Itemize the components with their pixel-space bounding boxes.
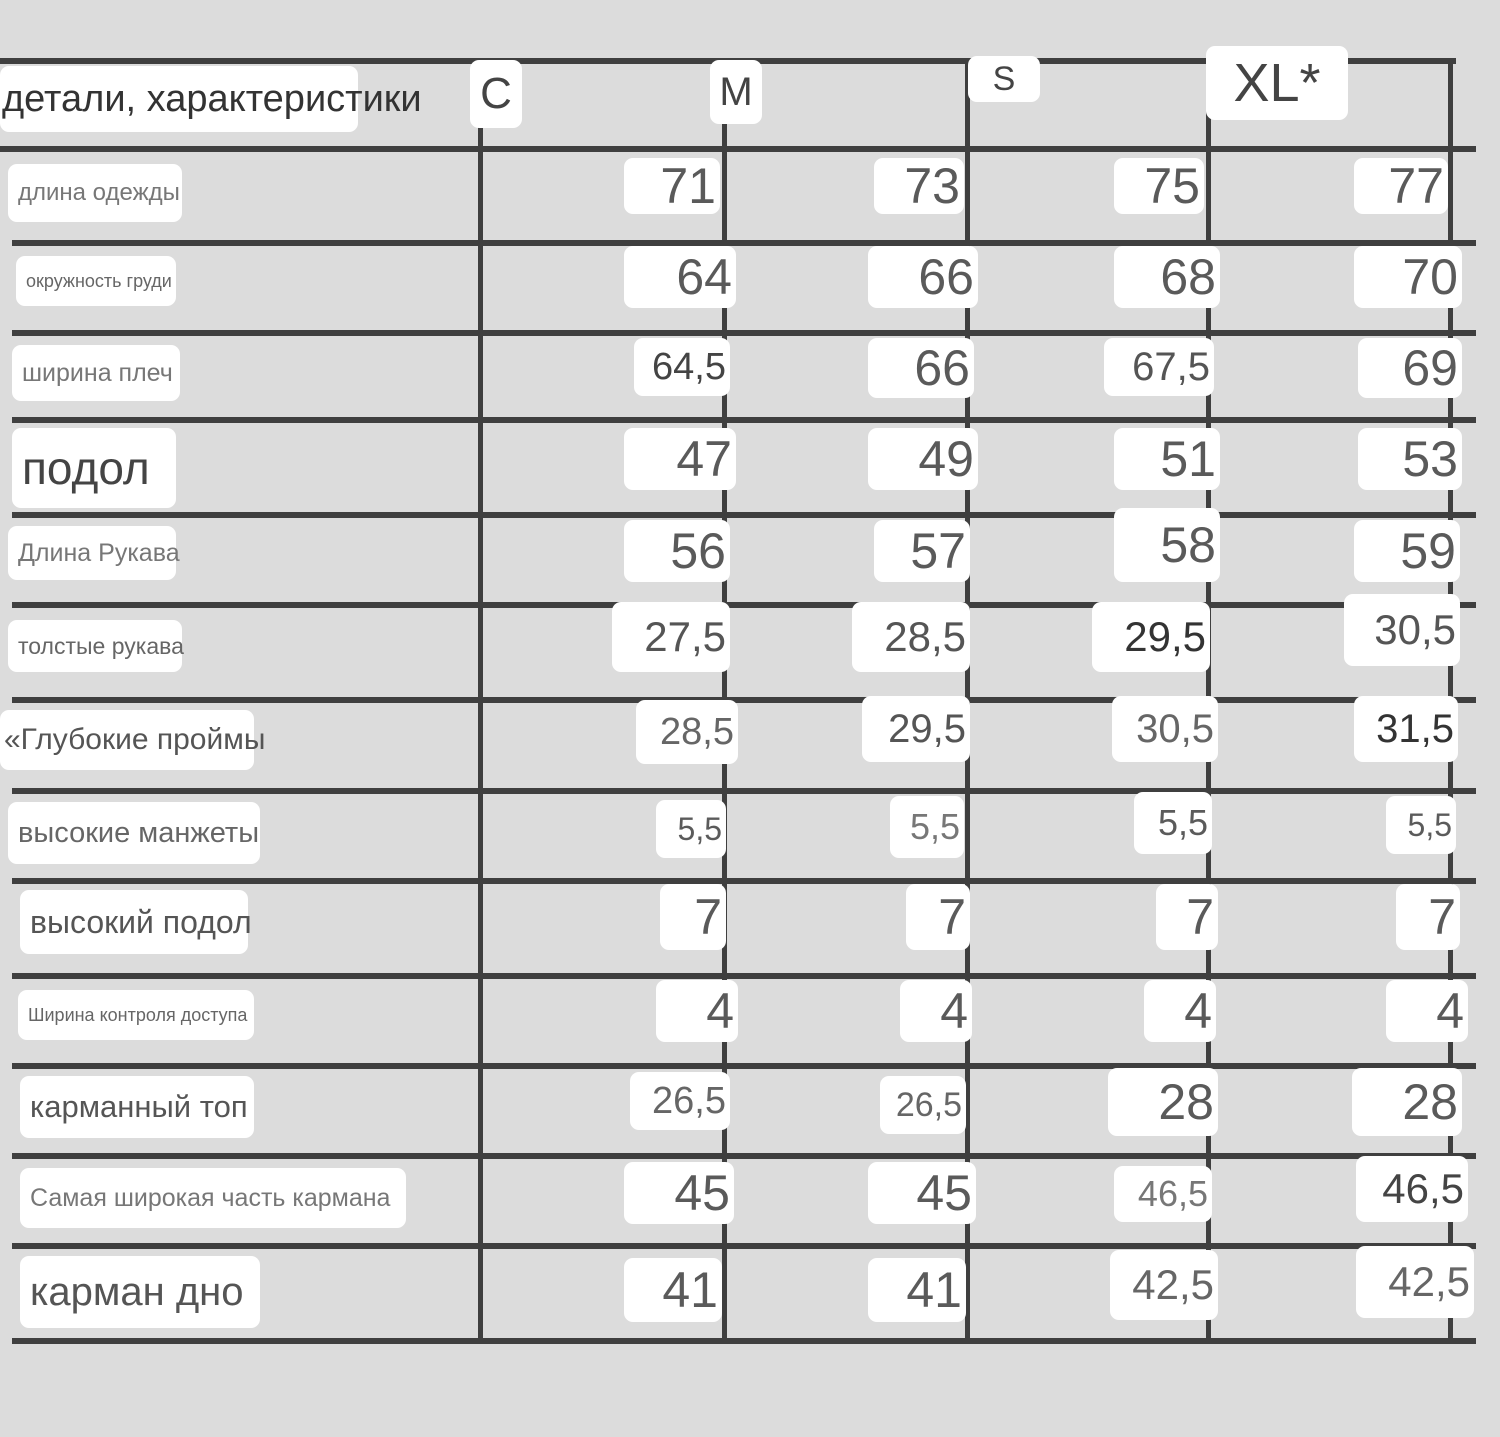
table-cell: 67,5 — [1104, 338, 1214, 396]
table-header-label: детали, характеристики — [0, 66, 358, 132]
table-cell: 41 — [868, 1258, 966, 1322]
table-cell: 4 — [1144, 980, 1216, 1042]
table-cell: 68 — [1114, 246, 1220, 308]
table-cell: 51 — [1114, 428, 1220, 490]
table-cell: 59 — [1354, 520, 1460, 582]
table-divider — [0, 146, 1476, 152]
table-cell: 28,5 — [852, 602, 970, 672]
table-divider — [12, 878, 1476, 884]
table-column-divider — [478, 58, 483, 1344]
table-cell: 27,5 — [612, 602, 730, 672]
table-cell: 58 — [1114, 508, 1220, 582]
table-cell: 5,5 — [890, 796, 964, 858]
table-border-bottom — [12, 1338, 1476, 1344]
table-cell: 28,5 — [636, 700, 738, 764]
table-divider — [12, 1153, 1476, 1159]
table-cell: 26,5 — [880, 1076, 966, 1134]
size-header-m: M — [710, 60, 762, 124]
table-cell: 64 — [624, 246, 736, 308]
row-label-pocket-bottom: карман дно — [20, 1256, 260, 1328]
table-cell: 57 — [874, 520, 970, 582]
size-header-s: S — [968, 56, 1040, 102]
table-cell: 4 — [900, 980, 972, 1042]
table-divider — [12, 1243, 1476, 1249]
table-cell: 46,5 — [1114, 1166, 1212, 1222]
row-label-pocket-top: карманный топ — [20, 1076, 254, 1138]
table-cell: 53 — [1358, 428, 1462, 490]
table-divider — [12, 330, 1476, 336]
table-cell: 73 — [874, 158, 964, 214]
table-cell: 64,5 — [634, 338, 730, 396]
table-cell: 71 — [624, 158, 720, 214]
table-cell: 45 — [624, 1162, 734, 1224]
table-divider — [12, 697, 1476, 703]
table-divider — [12, 417, 1476, 423]
table-cell: 42,5 — [1110, 1250, 1218, 1320]
table-cell: 26,5 — [630, 1072, 730, 1130]
table-cell: 5,5 — [1386, 796, 1456, 854]
table-cell: 28 — [1108, 1068, 1218, 1136]
row-label-high-cuffs: высокие манжеты — [8, 802, 260, 864]
table-cell: 42,5 — [1356, 1246, 1474, 1318]
row-label-garment-length: длина одежды — [8, 164, 182, 222]
table-cell: 7 — [1396, 884, 1460, 950]
row-label-sleeve-length: Длина Рукава — [8, 526, 176, 580]
row-label-thick-sleeves: толстые рукава — [8, 620, 182, 672]
table-cell: 30,5 — [1112, 696, 1218, 762]
table-divider — [12, 1063, 1476, 1069]
row-label-pocket-widest-part: Самая широкая часть кармана — [20, 1168, 406, 1228]
table-cell: 56 — [624, 520, 730, 582]
table-divider — [12, 788, 1476, 794]
row-label-deep-armholes: «Глубокие проймы — [0, 710, 254, 770]
table-cell: 29,5 — [1092, 602, 1210, 672]
table-cell: 7 — [1156, 884, 1218, 950]
table-cell: 41 — [624, 1258, 722, 1322]
table-cell: 66 — [868, 338, 974, 398]
table-cell: 70 — [1354, 246, 1462, 308]
table-cell: 45 — [868, 1162, 976, 1224]
table-cell: 77 — [1354, 158, 1448, 214]
table-divider — [12, 240, 1476, 246]
table-divider — [12, 602, 1476, 608]
table-cell: 46,5 — [1356, 1156, 1468, 1222]
table-divider — [12, 973, 1476, 979]
table-cell: 47 — [624, 428, 736, 490]
row-label-access-control-width: Ширина контроля доступа — [18, 990, 254, 1040]
table-divider — [12, 512, 1476, 518]
size-header-c: C — [470, 60, 522, 128]
table-cell: 75 — [1114, 158, 1204, 214]
table-cell: 29,5 — [862, 696, 970, 762]
row-label-hem: подол — [12, 428, 176, 508]
size-header-xl: XL* — [1206, 46, 1348, 120]
table-cell: 30,5 — [1344, 594, 1460, 666]
table-cell: 4 — [1386, 980, 1468, 1042]
table-cell: 7 — [660, 884, 726, 950]
row-label-shoulder-width: ширина плеч — [12, 345, 180, 401]
row-label-chest-circumference: окружность груди — [16, 256, 176, 306]
table-cell: 5,5 — [1134, 792, 1212, 854]
table-cell: 28 — [1352, 1068, 1462, 1136]
table-cell: 66 — [868, 246, 978, 308]
table-cell: 5,5 — [656, 800, 726, 858]
table-cell: 69 — [1358, 338, 1462, 398]
table-cell: 7 — [906, 884, 970, 950]
table-cell: 31,5 — [1354, 696, 1458, 762]
table-cell: 4 — [656, 980, 738, 1042]
row-label-high-hem: высокий подол — [20, 890, 248, 954]
table-cell: 49 — [868, 428, 978, 490]
